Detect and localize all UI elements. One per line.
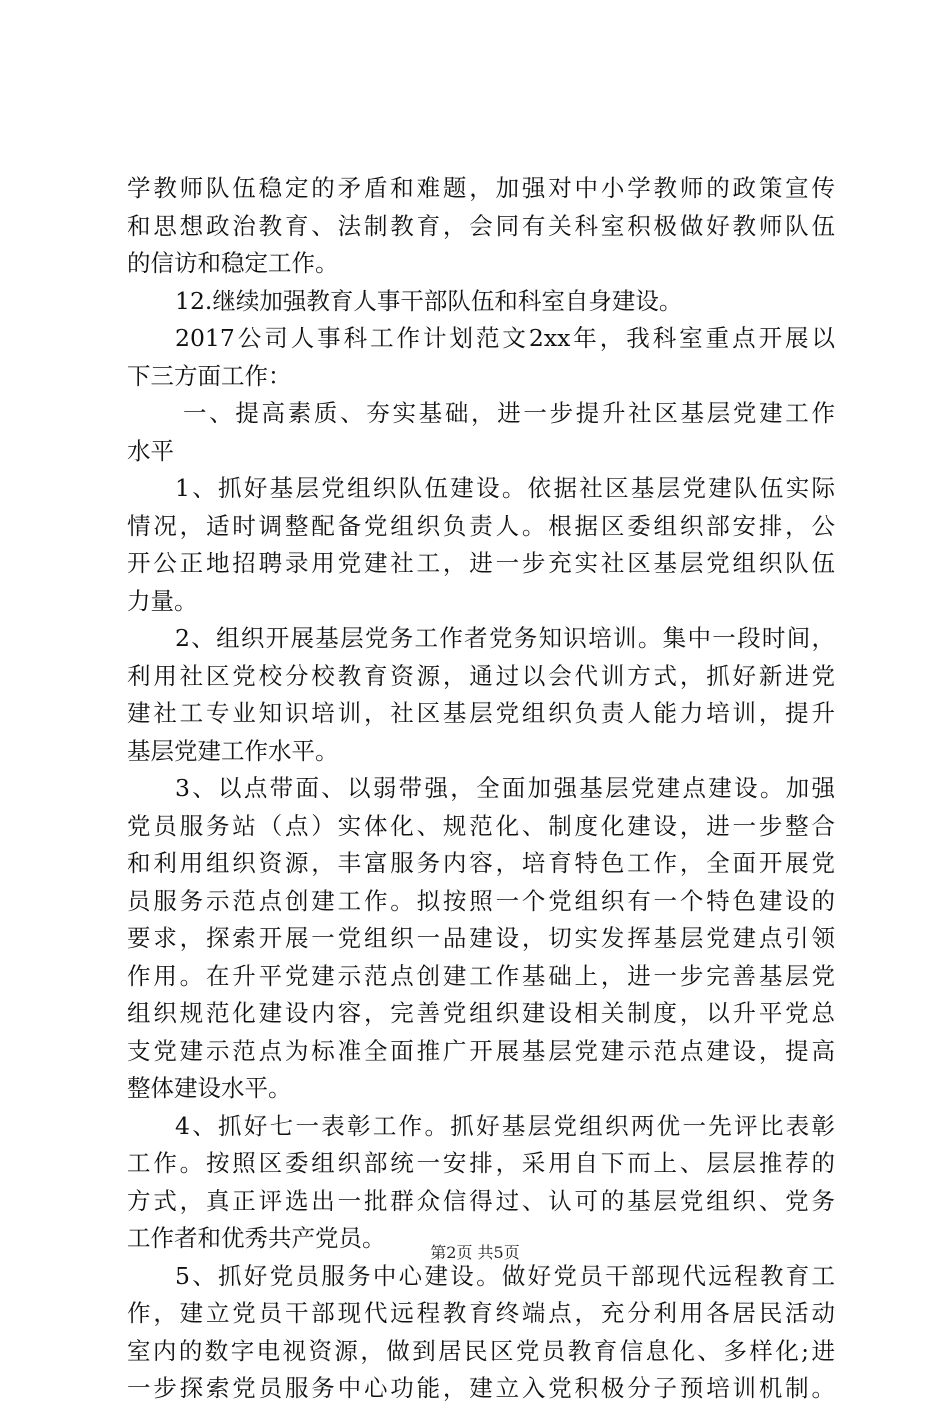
text-line: 12.继续加强教育人事干部队伍和科室自身建设。 [175, 286, 683, 315]
text-line: 一、提高素质、夯实基础，进一步提升社区基层党建工作 [183, 399, 835, 427]
text-line: 要求，探索开展一党组织一品建设，切实发挥基层党建点引领 [127, 924, 835, 952]
text-line: 建社工专业知识培训，社区基层党组织负责人能力培训，提升 [127, 699, 835, 727]
text-line: 作，建立党员干部现代远程教育终端点，充分利用各居民活动 [127, 1299, 835, 1327]
text-line: 支党建示范点为标准全面推广开展基层党建示范点建设，提高 [127, 1036, 835, 1065]
text-line: 2017公司人事科工作计划范文2xx年，我科室重点开展以 [175, 324, 835, 352]
text-line: 党员服务站（点）实体化、规范化、制度化建设，进一步整合 [127, 811, 835, 840]
document-body [127, 170, 835, 1408]
text-line: 的信访和稳定工作。 [127, 249, 339, 277]
text-line: 工作。按照区委组织部统一安排，采用自下而上、层层推荐的 [127, 1149, 835, 1177]
text-line: 情况，适时调整配备党组织负责人。根据区委组织部安排，公 [127, 511, 835, 540]
text-line: 基层党建工作水平。 [127, 736, 339, 765]
text-line: 1、抓好基层党组织队伍建设。依据社区基层党建队伍实际 [175, 474, 835, 502]
page-footer: 第2页 共5页 [430, 1243, 520, 1262]
text-line: 开公正地招聘录用党建社工，进一步充实社区基层党组织队伍 [127, 549, 835, 577]
text-line: 作用。在升平党建示范点创建工作基础上，进一步完善基层党 [127, 961, 835, 990]
text-line: 利用社区党校分校教育资源，通过以会代训方式，抓好新进党 [127, 661, 835, 690]
text-line: 组织规范化建设内容，完善党组织建设相关制度，以升平党总 [127, 999, 835, 1027]
text-line: 整体建设水平。 [127, 1074, 292, 1102]
text-line: 2、组织开展基层党务工作者党务知识培训。集中一段时间， [175, 624, 835, 652]
text-line: 一步探索党员服务中心功能，建立入党积极分子预培训机制。 [127, 1374, 835, 1402]
text-line: 和思想政治教育、法制教育，会同有关科室积极做好教师队伍 [127, 211, 835, 240]
text-line: 力量。 [127, 586, 198, 615]
text-line: 和利用组织资源，丰富服务内容，培育特色工作，全面开展党 [127, 849, 835, 877]
text-line: 水平 [127, 436, 174, 465]
text-line: 5、抓好党员服务中心建设。做好党员干部现代远程教育工 [175, 1261, 835, 1290]
text-line: 3、以点带面、以弱带强，全面加强基层党建点建设。加强 [175, 774, 835, 802]
text-line: 学教师队伍稳定的矛盾和难题，加强对中小学教师的政策宣传 [127, 174, 835, 202]
text-line: 下三方面工作： [127, 361, 292, 390]
text-line: 室内的数字电视资源，做到居民区党员教育信息化、多样化;进 [127, 1336, 835, 1365]
text-line: 工作者和优秀共产党员。 [127, 1224, 386, 1252]
text-line: 方式，真正评选出一批群众信得过、认可的基层党组织、党务 [127, 1186, 835, 1215]
text-line: 4、抓好七一表彰工作。抓好基层党组织两优一先评比表彰 [175, 1111, 835, 1140]
text-line: 员服务示范点创建工作。拟按照一个党组织有一个特色建设的 [127, 886, 835, 915]
